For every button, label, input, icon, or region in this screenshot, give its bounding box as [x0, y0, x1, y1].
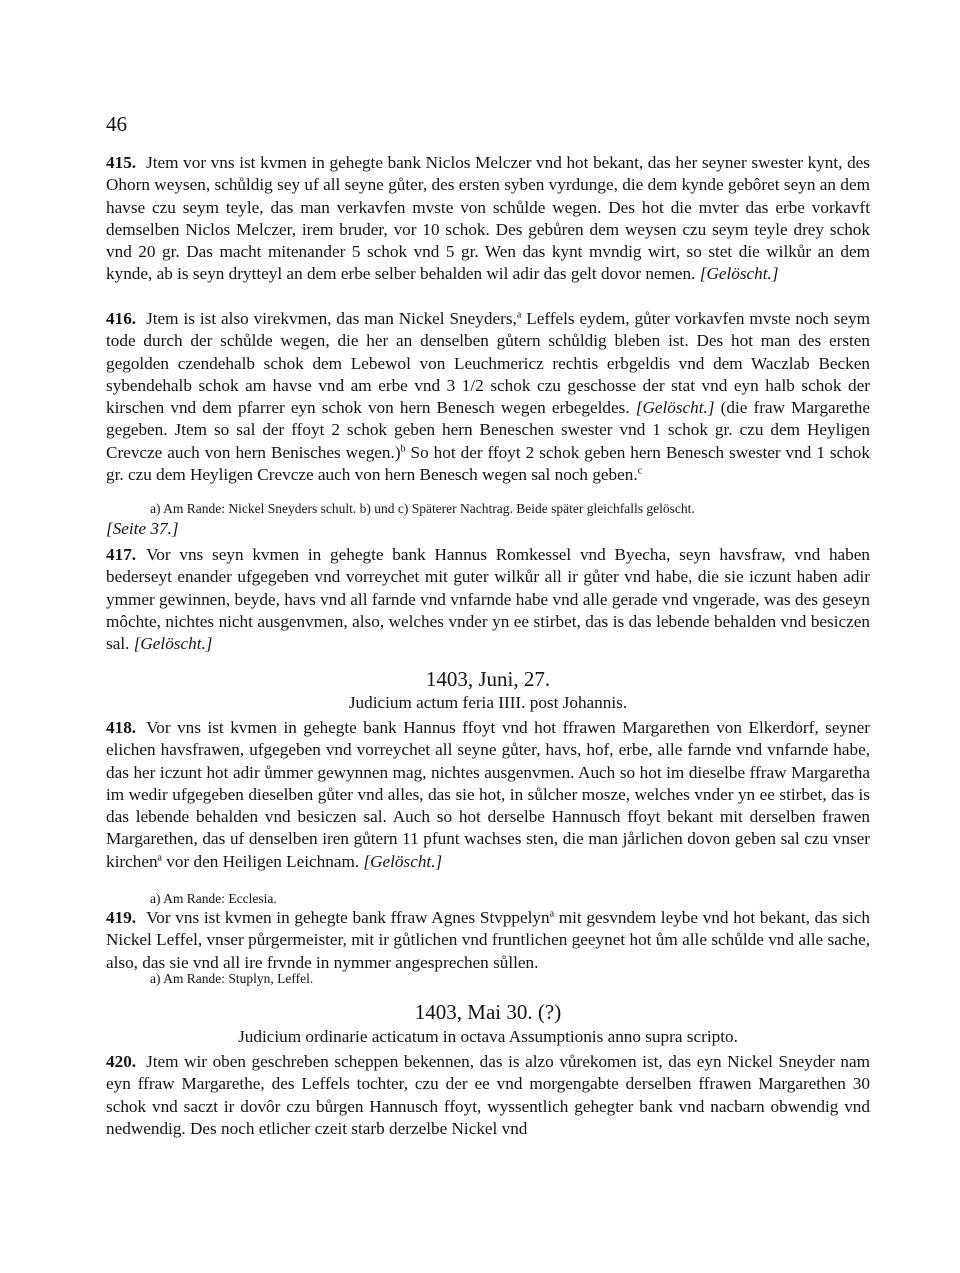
entry-number: 420. — [106, 1052, 137, 1071]
entry-text: Vor vns seyn kvmen in gehegte bank Hannus Romkessel vnd Byecha, seyn havsfraw, vnd haben bederseyt enander ufgegeben vnd vorreychet mit guter wilkůr all ir gůter vnd habe, die sie iczunt haben adir ymmer gewinnen, beyde, havs vnd all farnde vnd vnfarnde habe vnd alle gerade vnd vngerade, was des geseyn môchte, nichtes nicht ausgenvmen, also, welches vnder yn ee stirbet, das is das lebende behalden vnd besiczen sal. — [106, 545, 870, 654]
entry-text: Jtem vor vns ist kvmen in gehegte bank Niclos Melczer vnd hot bekant, das her seyner swester kynt, des Ohorn weysen, schůldig sey uf all seyne gůter, des ersten syben vyrdunge, die dem kynde gebôret seyn an dem havse czu seym teyle, das man verkavfen mvste von schůlde wegen. Des hot die mvter das erbe vorkavft demselben Niclos Melczer, irem bruder, vor 10 schok. Des gebůren dem weysen czu seym teyle drey schok vnd 20 gr. Das macht mitenander 5 schok vnd 5 gr. Wen das kynt mvndig wirt, so stet die wilkůr an dem kynde, ab is seyn drytteyl an dem erbe selber behalden wil adir das gelt dovor nemen. — [106, 153, 870, 284]
entry-text: vor den Heiligen Leichnam. — [166, 851, 360, 871]
deleted-tag: [Gelöscht.] — [699, 264, 779, 284]
entry-418 — [106, 717, 870, 873]
deleted-tag: [Gelöscht.] — [133, 634, 213, 654]
entry-number: 417. — [106, 545, 137, 564]
entry-number: 418. — [106, 718, 137, 737]
entry-text: Jtem wir oben geschreben scheppen bekennen, das is alzo vůrekomen ist, das eyn Nickel Sneyder nam eyn ffraw Margarethe, des Leffels tochter, czu der ee vnd morgengabte derselben ffrawen Margarethen 30 schok vnd saczt ir dovôr czu bůrgen Hannusch ffoyt, wyssentlich gehegter bank vnd nacbarn obwendig vnd nedwendig. Des noch etlicher czeit starb derzelbe Nickel vnd — [106, 1052, 870, 1138]
entry-number: 416. — [106, 309, 137, 328]
entry-text: Vor vns ist kvmen in gehegte bank ffraw Agnes Stvppelyn — [146, 908, 550, 927]
entry-text: Leffels eydem, gůter vorkavfen mvste noch seym tode durch der schůlde wegen, die her an denselben gůtern schůldig bleben ist. Des hot man des ersten gegolden czendehalb schok dem Lebewol von Leuchmericz rechtis erbgeldis vnd dem Waczlab Becken sybendehalb schok am havse vnd am erbe vnd 3 1/2 schok czu geschosse der stat vnd eyn halb schok der kirschen vnd dem pfarrer eyn schok von hern Benesch wegen erbegeldes. — [106, 309, 870, 418]
deleted-tag: [Gelöscht.] — [635, 398, 715, 418]
section-subtitle: Judicium actum feria IIII. post Johannis. — [348, 693, 628, 712]
section-date: 1403, Mai 30. (?) — [414, 1000, 562, 1024]
entry-text: Jtem is ist also virekvmen, das man Nickel Sneyders, — [146, 309, 517, 328]
section-subtitle: Judicium ordinarie acticatum in octava Assumptionis anno supra scripto. — [238, 1027, 738, 1046]
footnote-marker: c — [637, 465, 643, 477]
entry-420 — [106, 1051, 870, 1140]
entry-text: Vor vns ist kvmen in gehegte bank Hannus ffoyt vnd hot ffrawen Margarethen von Elkerdorf, seyner elichen havsfrawen, ufgegeben vnd vorreychet all seyne gůter, havs, hof, erbe, alle farnde vnd vnfarnde habe, das her iczunt hot adir ůmmer gewynnen mag, nichtes ausgenvmen. Auch so hot im dieselbe ffraw Margaretha im wedir ufgegeben dieselben gůter vnd alles, das sie hot, in sůlcher mosze, welches vnder yn ee stirbet, das is das lebende behalden vnd besiczen sal. Auch so hot derselbe Hannusch ffoyt bekant mit derselben frawen Margarethen, das uf denselben iren gůtern 11 pfunt wachses sten, die man jårlichen dovon geben sal czu vnser kirchen — [106, 718, 870, 871]
footnote-marker: a — [516, 309, 522, 321]
footnote-marker: b — [400, 443, 406, 455]
entry-number: 419. — [106, 908, 137, 927]
deleted-tag: [Gelöscht.] — [363, 851, 443, 871]
page-reference: [Seite 37.] — [106, 519, 179, 538]
footnote: a) Am Rande: Ecclesia. — [150, 891, 277, 906]
entry-number: 415. — [106, 153, 137, 172]
section-date: 1403, Juni, 27. — [425, 667, 551, 691]
entry-415 — [106, 152, 870, 286]
footnote: a) Am Rande: Stuplyn, Leffel. — [150, 971, 314, 986]
entry-text: So hot der ffoyt 2 schok geben hern Benesch swester vnd 1 schok gr. czu dem Heyligen Crevcze auch von hern Benesch wegen sal noch geben. — [106, 442, 870, 485]
entry-text: (die fraw Margarethe gegeben. Jtem so sal der ffoyt 2 schok geben hern Beneschen swester vnd 1 schok gr. czu dem Heyligen Crevcze auch von hern Benisches wegen.) — [106, 398, 871, 462]
entry-416 — [106, 308, 870, 486]
entry-419 — [106, 907, 870, 974]
entry-417 — [106, 544, 870, 655]
footnote-marker: a — [549, 908, 555, 920]
footnote: a) Am Rande: Nickel Sneyders schult. b) und c) Späterer Nachtrag. Beide später gleichfalls gelöscht. — [150, 501, 695, 516]
footnote-marker: a — [157, 852, 162, 864]
page-number: 46 — [106, 112, 127, 136]
entry-text: mit gesvndem leybe vnd hot bekant, das sich Nickel Leffel, vnser půrgermeister, mit ir gůtlichen vnd fruntlichen geeynet hot ům alle schůlde vnd alle sache, also, das sie vnd all ire frvnde in nymmer angesprechen sůllen. — [106, 908, 870, 972]
